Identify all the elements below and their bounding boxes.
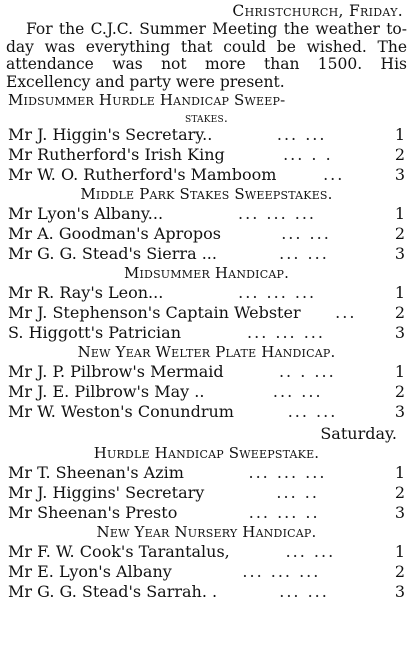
intro-paragraph: For the C.J.C. Summer Meeting the weather to-day was everything that could be wished. The attendance was not more than 1500. His Excellency and party were present.	[6, 20, 407, 91]
placing: 1	[394, 463, 405, 482]
placing: 1	[394, 542, 405, 561]
leader-dots: ... . .	[283, 145, 333, 164]
horse-entry: S. Higgott's Patrician	[8, 323, 182, 342]
result-row	[6, 244, 407, 264]
horse-entry: Mr F. W. Cook's Tarantalus,	[8, 542, 230, 561]
result-row	[6, 463, 407, 483]
placing: 3	[394, 582, 405, 601]
horse-entry: Mr Lyon's Albany...	[8, 204, 164, 223]
leader-dots: ... ...	[287, 402, 338, 421]
placing: 2	[394, 382, 405, 401]
race-title: Midsummer Hurdle Handicap Sweep-	[8, 91, 286, 109]
horse-entry: Mr R. Ray's Leon...	[8, 283, 164, 302]
result-row	[6, 125, 407, 145]
placing: 2	[394, 562, 405, 581]
horse-entry: Mr J. Higgin's Secretary..	[8, 125, 213, 144]
horse-entry: Mr Sheenan's Presto	[8, 503, 178, 522]
placing: 3	[394, 244, 405, 263]
placing: 1	[394, 283, 405, 302]
race-title: New Year Nursery Handicap.	[96, 523, 317, 541]
result-row	[6, 165, 407, 185]
leader-dots: ... ... ...	[248, 463, 327, 482]
placing: 3	[394, 323, 405, 342]
placing: 2	[394, 483, 405, 502]
race-block	[6, 264, 407, 343]
leader-dots: ... ...	[279, 244, 329, 263]
placing: 3	[394, 165, 405, 184]
race-block	[6, 91, 407, 185]
horse-entry: Mr W. O. Rutherford's Mamboom	[8, 165, 277, 184]
race-block	[6, 343, 407, 422]
leader-dots: ... ... ...	[242, 562, 321, 581]
placing: 3	[394, 503, 405, 522]
result-row	[6, 582, 407, 602]
result-row	[6, 382, 407, 402]
result-row	[6, 362, 407, 382]
result-row	[6, 204, 407, 224]
horse-entry: Mr G. G. Stead's Sierra ...	[8, 244, 217, 263]
horse-entry: Mr E. Lyon's Albany	[8, 562, 172, 581]
race-block	[6, 444, 407, 523]
leader-dots: ...	[323, 165, 345, 184]
placing: 2	[394, 145, 405, 164]
race-title: New Year Welter Plate Handicap.	[77, 343, 336, 361]
result-row	[6, 483, 407, 503]
leader-dots: ... ..	[276, 483, 319, 502]
saturday-results	[6, 444, 407, 602]
race-block	[6, 185, 407, 264]
leader-dots: ... ...	[285, 542, 336, 561]
dateline: Christchurch, Friday.	[232, 2, 403, 20]
horse-entry: Mr Rutherford's Irish King	[8, 145, 225, 164]
result-row	[6, 283, 407, 303]
placing: 2	[394, 224, 405, 243]
leader-dots: ...	[335, 303, 357, 322]
result-row	[6, 562, 407, 582]
race-title: Middle Park Stakes Sweepstakes.	[80, 185, 333, 203]
leader-dots: ... ... ...	[238, 204, 316, 223]
race-block	[6, 523, 407, 602]
race-title: Hurdle Handicap Sweepstake.	[93, 444, 320, 462]
result-row	[6, 224, 407, 244]
leader-dots: ... ... ...	[247, 323, 325, 342]
race-title: Midsummer Handicap.	[123, 264, 290, 282]
leader-dots: ... ...	[276, 125, 327, 144]
placing: 3	[394, 402, 405, 421]
horse-entry: Mr A. Goodman's Apropos	[8, 224, 222, 243]
result-row	[6, 503, 407, 523]
placing: 1	[394, 362, 405, 381]
leader-dots: ... ...	[279, 582, 329, 601]
placing: 2	[394, 303, 405, 322]
result-row	[6, 402, 407, 422]
result-row	[6, 323, 407, 343]
leader-dots: .. . ...	[278, 362, 336, 381]
result-row	[6, 542, 407, 562]
saturday-dateline: Saturday.	[320, 424, 397, 443]
horse-entry: Mr T. Sheenan's Azim	[8, 463, 184, 482]
result-row	[6, 145, 407, 165]
result-row	[6, 303, 407, 323]
horse-entry: Mr G. G. Stead's Sarrah. .	[8, 582, 218, 601]
race-title-continuation: stakes.	[184, 110, 228, 125]
leader-dots: ... ...	[272, 382, 323, 401]
placing: 1	[394, 204, 405, 223]
horse-entry: Mr J. P. Pilbrow's Mermaid	[8, 362, 224, 381]
horse-entry: Mr W. Weston's Conundrum	[8, 402, 234, 421]
horse-entry: Mr J. Stephenson's Captain Webster	[8, 303, 301, 322]
placing: 1	[394, 125, 405, 144]
leader-dots: ... ... ..	[248, 503, 320, 522]
horse-entry: Mr J. Higgins' Secretary	[8, 483, 205, 502]
leader-dots: ... ... ...	[238, 283, 317, 302]
horse-entry: Mr J. E. Pilbrow's May ..	[8, 382, 205, 401]
leader-dots: ... ...	[281, 224, 331, 243]
friday-results	[6, 91, 407, 422]
